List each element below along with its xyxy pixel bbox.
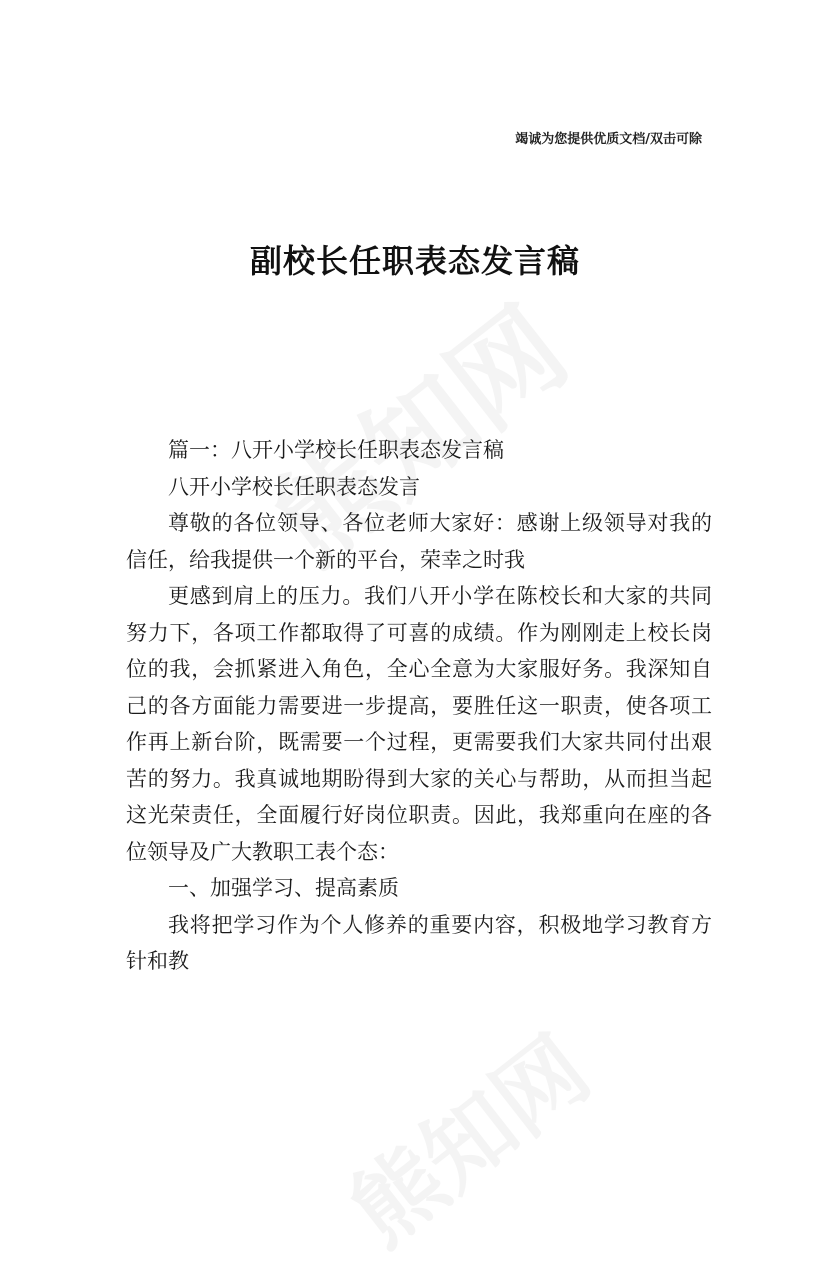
header-note: 竭诚为您提供优质文档/双击可除 xyxy=(515,132,702,147)
paragraph-greeting: 尊敬的各位领导、各位老师大家好：感谢上级领导对我的信任，给我提供一个新的平台，荣幸之时我 xyxy=(126,511,712,572)
watermark-bottom xyxy=(319,1001,612,1269)
paragraph-subheading: 一、加强学习、提高素质 xyxy=(168,876,399,900)
paragraph-study: 我将把学习作为个人修养的重要内容，积极地学习教育方针和教 xyxy=(126,912,712,973)
document-title: 副校长任职表态发言稿 xyxy=(249,242,580,280)
paragraph-section-heading: 篇一：八开小学校长任职表态发言稿 xyxy=(168,438,504,462)
paragraph-main: 更感到肩上的压力。我们八开小学在陈校长和大家的共同努力下，各项工作都取得了可喜的成绩。作为刚刚走上校长岗位的我，会抓紧进入角色，全心全意为大家服好务。我深知自己的各方面能力需要进一步提高，要胜任这一职责，使各项工作再上新台阶，既需要一个过程，更需要我们大家共同付出艰苦的努力。我真诚地期盼得到大家的关心与帮助，从而担当起这光荣责任，全面履行好岗位职责。因此，我郑重向在座的各位领导及广大教职工表个态： xyxy=(126,584,712,864)
paragraph-speech-title: 八开小学校长任职表态发言 xyxy=(168,474,420,499)
document-body xyxy=(126,432,712,980)
